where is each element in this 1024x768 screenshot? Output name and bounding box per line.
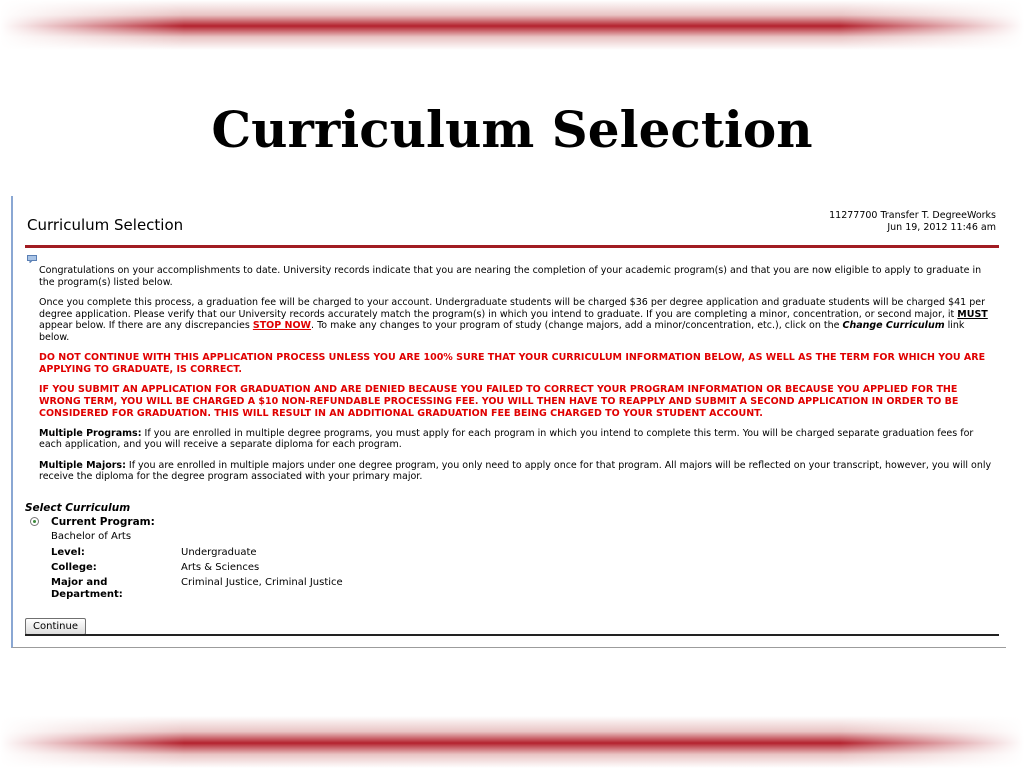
multiple-programs-label: Multiple Programs: [39,427,142,439]
multiple-majors-text: If you are enrolled in multiple majors under one degree program, you only need to apply once for that program. All majors will be reflected on your transcript, however, you will only receive the diploma for the degree program associated with your primary major. [39,459,992,483]
fee-text-d: link below. [39,320,965,344]
level-label: Level: [51,547,85,558]
current-program-label: Current Program: [51,516,155,528]
multiple-programs-paragraph [39,428,994,451]
user-line: 11277700 Transfer T. DegreeWorks [829,210,996,221]
continue-button[interactable]: Continue [25,618,86,635]
note-icon [27,255,37,263]
college-label: College: [51,562,97,573]
instructions [39,265,994,492]
bottom-decorative-band [0,716,1024,768]
current-program-radio[interactable] [30,517,39,526]
page-header: Curriculum Selection [27,216,184,234]
major-label-line2: Department: [51,589,123,600]
intro-paragraph: Congratulations on your accomplishments to date. University records indicate that you are nearing the completion of your academic program(s) and that you are now eligible to apply to graduate in the program(s) listed below. [39,265,982,288]
major-department-label [51,577,123,601]
major-label-line1: Major and [51,577,108,588]
college-value: Arts & Sciences [181,562,260,573]
screenshot-panel [11,196,1006,648]
fee-text-c: . To make any changes to your program of study (change majors, add a minor/concentration, etc.), click on the [311,320,843,332]
bottom-divider [25,634,999,636]
change-curriculum-text: Change Curriculum [842,320,945,332]
major-value: Criminal Justice, Criminal Justice [181,577,343,588]
stop-now-link[interactable]: STOP NOW [252,320,312,332]
fee-text-b: appear below. If there are any discrepancies [39,320,253,332]
header-divider [25,245,999,248]
multiple-majors-paragraph [39,460,994,483]
must-text: MUST [957,308,988,320]
multiple-programs-text: If you are enrolled in multiple degree programs, you must apply for each program in which you intend to complete this term. You will be charged separate graduation fees for each application, and you will receive a separate diploma for each program. [39,427,974,451]
top-decorative-band [0,0,1024,50]
select-curriculum-title: Select Curriculum [25,502,131,514]
warning-denied: IF YOU SUBMIT AN APPLICATION FOR GRADUATION AND ARE DENIED BECAUSE YOU FAILED TO CORRECT YOUR PROGRAM INFORMATION OR BECAUSE YOU APPLIED FOR THE WRONG TERM, YOU WILL BE CHARGED A $10 NON-REFUNDABLE PROCESSING FEE. YOU WILL THEN HAVE TO REAPPLY AND SUBMIT A SECOND APPLICATION IN ORDER TO BE CONSIDERED FOR GRADUATION. THIS WILL RESULT IN AN ADDITIONAL GRADUATION FEE BEING CHARGED TO YOUR STUDENT ACCOUNT. [39,384,959,419]
date-line: Jun 19, 2012 11:46 am [887,222,996,233]
degree-name: Bachelor of Arts [51,531,132,542]
fee-text-a: Once you complete this process, a graduation fee will be charged to your account. Undergraduate students will be charged $36 per degree application and graduate students will be charged $41 per degree application. Please verify that our University records accurately match the program(s) in which you intend to graduate. If you are completing a minor, concentration, or second major, it [39,296,986,320]
multiple-majors-label: Multiple Majors: [39,459,126,471]
slide-title: Curriculum Selection [211,100,813,159]
warning-continue: DO NOT CONTINUE WITH THIS APPLICATION PROCESS UNLESS YOU ARE 100% SURE THAT YOUR CURRICULUM INFORMATION BELOW, AS WELL AS THE TERM FOR WHICH YOU ARE APPLYING TO GRADUATE, IS CORRECT. [39,352,986,375]
fee-paragraph [39,297,994,344]
user-info [829,210,996,234]
level-value: Undergraduate [181,547,257,558]
